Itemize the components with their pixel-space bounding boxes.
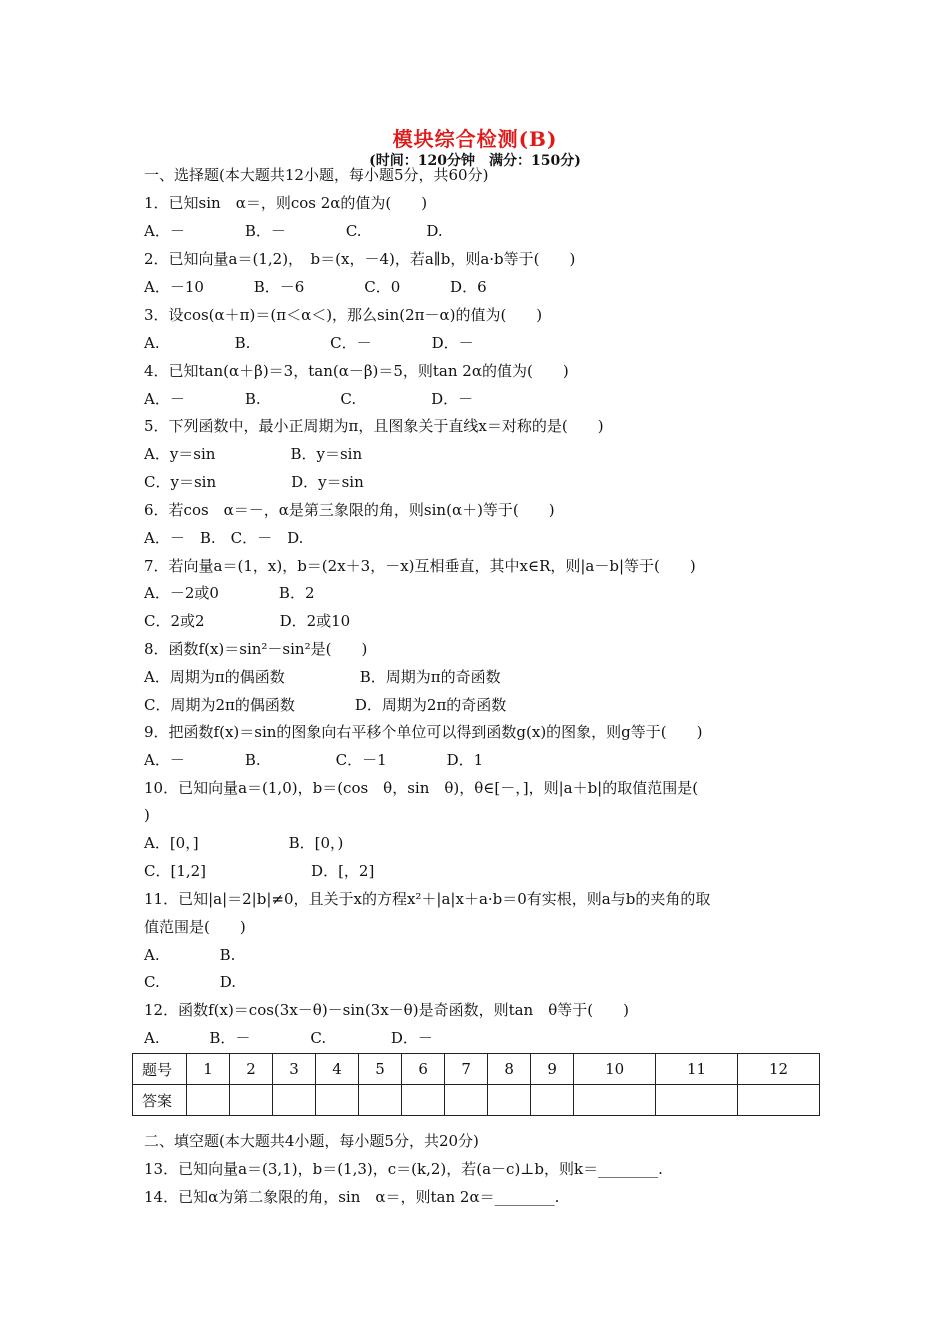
answer-cell	[359, 1085, 402, 1116]
answer-options: A．－10 B．－6 C．0 D．6	[144, 278, 487, 296]
table-cell: 12	[738, 1054, 820, 1085]
answer-cell	[187, 1085, 230, 1116]
answer-options: A. B. C．－ D．－	[144, 334, 474, 352]
question-text: 3．设cos(α＋π)＝(π＜α＜)，那么sin(2π－α)的值为( )	[144, 306, 543, 324]
question-text: 11．已知|a|＝2|b|≠0，且关于x的方程x²＋|a|x＋a·b＝0有实根，则a与b的夹角的取	[144, 890, 711, 908]
answer-options: A. B.	[144, 946, 236, 964]
question-text: 6．若cos α＝－，α是第三象限的角，则sin(α＋)等于( )	[144, 501, 555, 519]
answer-options: A．y＝sin B．y＝sin	[144, 445, 363, 463]
answer-options: A. B．－ C. D．－	[144, 1029, 433, 1047]
table-row-label: 答案	[133, 1085, 187, 1116]
question-text: 1．已知sin α＝，则cos 2α的值为( )	[144, 194, 428, 212]
table-cell: 7	[445, 1054, 488, 1085]
table-cell: 8	[488, 1054, 531, 1085]
answer-cell	[273, 1085, 316, 1116]
table-cell: 3	[273, 1054, 316, 1085]
question-text: 14．已知α为第二象限的角，sin α＝，则tan 2α＝________.	[144, 1188, 560, 1206]
question-text: 12．函数f(x)＝cos(3x－θ)－sin(3x－θ)是奇函数，则tan θ等于( )	[144, 1001, 629, 1019]
page-subtitle: (时间：120分钟 满分：150分)	[369, 153, 581, 169]
table-cell: 11	[656, 1054, 738, 1085]
table-row	[133, 1085, 820, 1116]
answer-cell	[656, 1085, 738, 1116]
answer-cell	[738, 1085, 820, 1116]
table-cell: 1	[187, 1054, 230, 1085]
answer-options: A．－ B. C．－1 D．1	[144, 751, 484, 769]
table-cell: 6	[402, 1054, 445, 1085]
answer-options: A．－ B. C．－ D.	[144, 529, 304, 547]
answer-options: C. D.	[144, 973, 236, 991]
answer-options: A．－ B. C. D．－	[144, 390, 474, 408]
answer-options: C．[1,2] D．[，2]	[144, 862, 375, 880]
table-cell: 2	[230, 1054, 273, 1085]
table-row	[133, 1054, 820, 1085]
question-text: 9．把函数f(x)＝sin的图象向右平移个单位可以得到函数g(x)的图象，则g等于( )	[144, 723, 703, 741]
answer-options: A．[0，] B．[0，)	[144, 834, 344, 852]
answer-options: A．周期为π的偶函数 B．周期为π的奇函数	[144, 668, 501, 686]
question-text: 值范围是( )	[144, 918, 246, 936]
answer-cell	[445, 1085, 488, 1116]
question-text: 5．下列函数中，最小正周期为π，且图象关于直线x＝对称的是( )	[144, 417, 604, 435]
question-text: 7．若向量a＝(1，x)，b＝(2x＋3，－x)互相垂直，其中x∈R，则|a－b|等于( )	[144, 557, 696, 575]
table-cell: 10	[574, 1054, 656, 1085]
question-text: 13．已知向量a＝(3,1)，b＝(1,3)，c＝(k,2)，若(a－c)⊥b，则k＝________.	[144, 1160, 663, 1178]
question-text: )	[144, 806, 150, 824]
answer-cell	[574, 1085, 656, 1116]
answer-options: C．y＝sin D．y＝sin	[144, 473, 364, 491]
answer-options: A．－2或0 B．2	[144, 584, 315, 602]
page-title: 模块综合检测(B)	[392, 127, 558, 151]
answer-options: A．－ B．－ C. D.	[144, 222, 443, 240]
question-text: 4．已知tan(α＋β)＝3，tan(α－β)＝5，则tan 2α的值为( )	[144, 362, 569, 380]
answer-cell	[531, 1085, 574, 1116]
table-cell: 9	[531, 1054, 574, 1085]
answer-cell	[316, 1085, 359, 1116]
answer-cell	[402, 1085, 445, 1116]
answer-options: C．2或2 D．2或10	[144, 612, 351, 630]
section-heading: 一、选择题(本大题共12小题，每小题5分，共60分)	[144, 166, 489, 184]
answer-cell	[230, 1085, 273, 1116]
answer-cell	[488, 1085, 531, 1116]
table-row-label: 题号	[133, 1054, 187, 1085]
question-text: 2．已知向量a＝(1,2)， b＝(x，－4)，若a∥b，则a·b等于( )	[144, 250, 576, 268]
answer-options: C．周期为2π的偶函数 D．周期为2π的奇函数	[144, 696, 507, 714]
table-cell: 5	[359, 1054, 402, 1085]
question-text: 10．已知向量a＝(1,0)，b＝(cos θ，sin θ)，θ∈[－，]，则|a＋b|的取值范围是(	[144, 779, 699, 797]
answer-table	[132, 1053, 820, 1116]
section-heading: 二、填空题(本大题共4小题，每小题5分，共20分)	[144, 1132, 479, 1150]
table-cell: 4	[316, 1054, 359, 1085]
question-text: 8．函数f(x)＝sin²－sin²是( )	[144, 640, 368, 658]
